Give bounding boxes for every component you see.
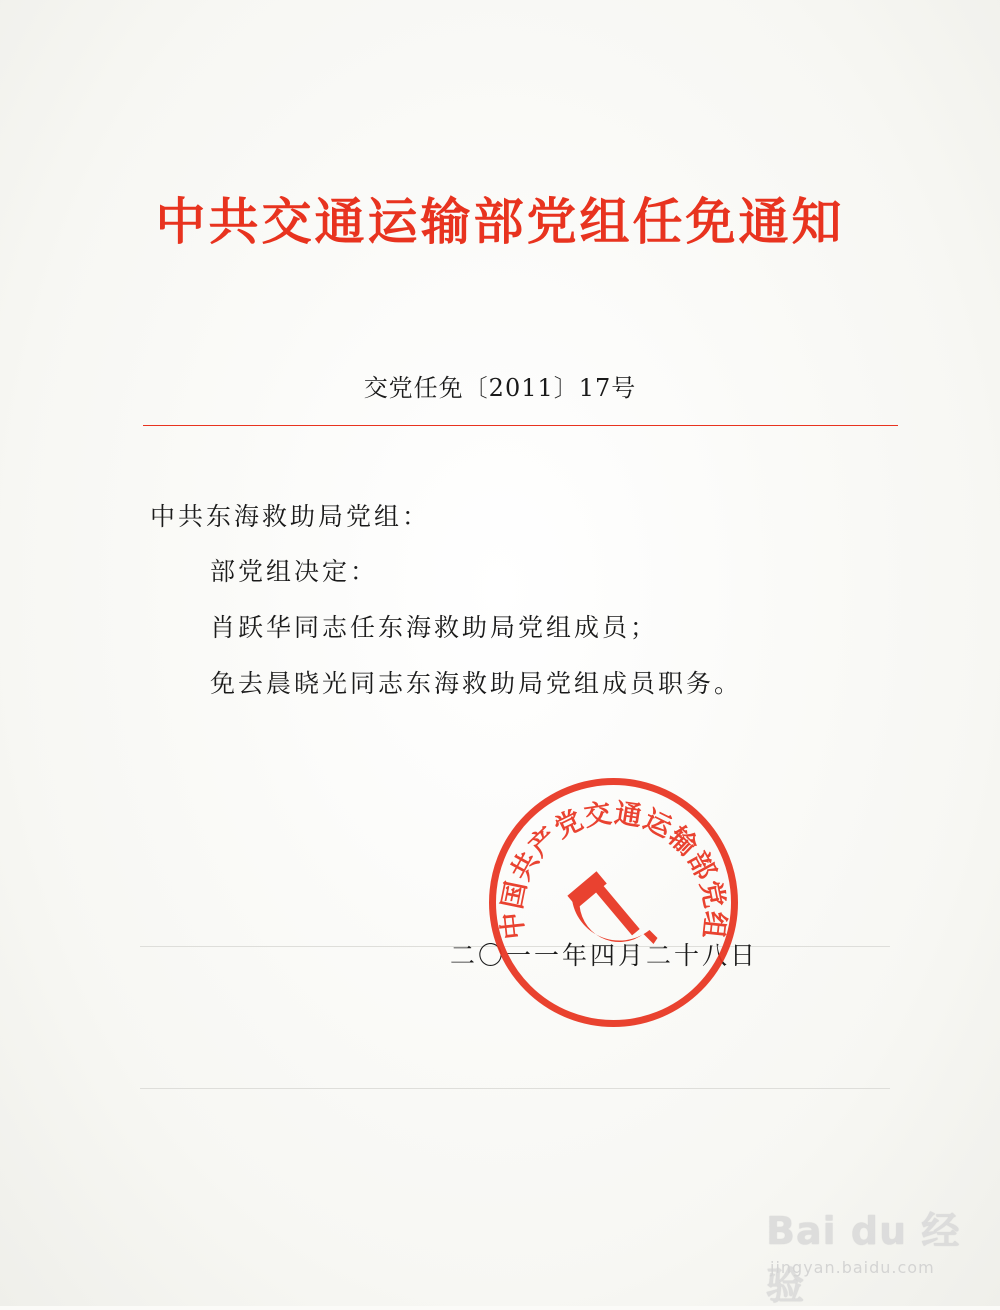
official-seal-stamp: [487, 776, 740, 1029]
bleed-rule: [140, 1088, 890, 1089]
document-number: 交党任免〔2011〕17号: [363, 374, 637, 402]
document-title: 中共交通运输部党组任免通知: [155, 193, 845, 251]
paragraph-appointment: 肖跃华同志任东海救助局党组成员；: [210, 613, 659, 642]
baidu-jingyan-watermark: [766, 1200, 986, 1308]
issue-date: 二〇一一年四月二十八日: [450, 941, 759, 970]
red-divider: [143, 425, 898, 426]
watermark-brand: Bai du 经验: [766, 1209, 961, 1308]
svg-text:中国共产党交通运输部党组: 中国共产党交通运输部党组: [496, 797, 731, 941]
paragraph-removal: 免去晨晓光同志东海救助局党组成员职务。: [210, 669, 743, 698]
watermark-url: jingyan.baidu.com: [770, 1258, 935, 1277]
addressee: 中共东海救助局党组：: [150, 502, 431, 531]
paragraph-decision: 部党组决定：: [210, 557, 379, 586]
